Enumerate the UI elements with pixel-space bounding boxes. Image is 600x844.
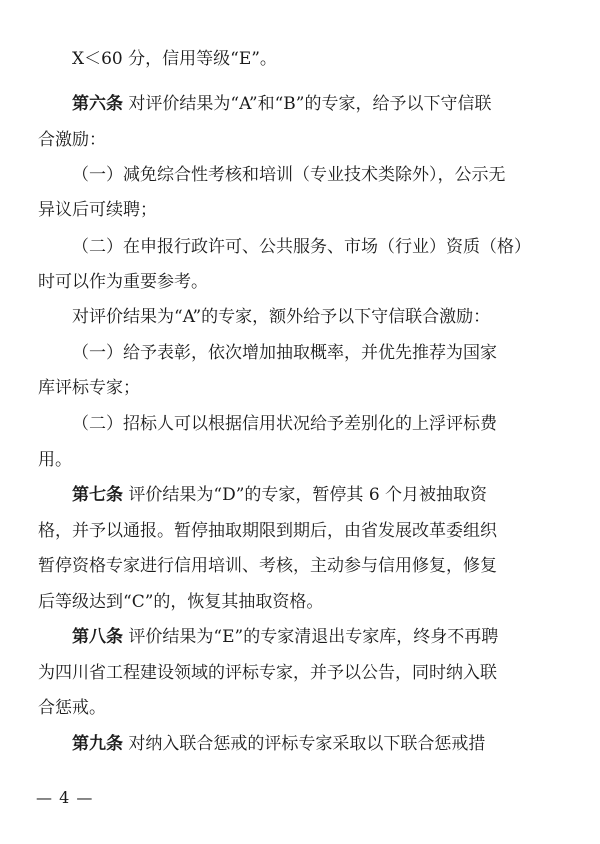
text-line-12: 用。	[38, 450, 72, 470]
text-line-7: 时可以作为重要参考。	[38, 272, 208, 292]
article-7-heading: 第七条	[72, 485, 123, 505]
article-6-line-2: 合激励：	[38, 130, 106, 150]
article-9-heading: 第九条	[72, 734, 123, 754]
article-9-line-1: 第九条 对纳入联合惩戒的评标专家采取以下联合惩戒措	[72, 734, 486, 754]
text-line-4: （一）减免综合性考核和培训（专业技术类除外），公示无	[72, 165, 506, 185]
article-8-line-3: 合惩戒。	[38, 698, 106, 718]
article-8-line-1: 第八条 评价结果为“E”的专家清退出专家库，终身不再聘	[72, 627, 499, 647]
text-line-8: 对评价结果为“A”的专家，额外给予以下守信联合激励：	[72, 307, 491, 327]
text-line-9: （一）给予表彰，依次增加抽取概率，并优先推荐为国家	[72, 343, 497, 363]
article-7-line-3: 暂停资格专家进行信用培训、考核，主动参与信用修复，修复	[38, 556, 497, 576]
text-line-10: 库评标专家；	[38, 378, 140, 398]
article-7-line-2: 格，并予以通报。暂停抽取期限到期后，由省发展改革委组织	[38, 521, 497, 541]
page-number: — 4 —	[36, 788, 94, 807]
article-7-line-4: 后等级达到“C”的，恢复其抽取资格。	[38, 592, 324, 612]
article-6-line-1: 第六条 对评价结果为“A”和“B”的专家，给予以下守信联	[72, 94, 492, 114]
text-line-6: （二）在申报行政许可、公共服务、市场（行业）资质（格）	[72, 237, 531, 257]
article-6-heading: 第六条	[72, 94, 123, 114]
article-8-line-2: 为四川省工程建设领域的评标专家，并予以公告，同时纳入联	[38, 663, 497, 683]
article-7-line-1: 第七条 评价结果为“D”的专家，暂停其 6 个月被抽取资	[72, 485, 488, 505]
article-8-heading: 第八条	[72, 627, 123, 647]
text-line-5: 异议后可续聘；	[38, 200, 157, 220]
text-line-11: （二）招标人可以根据信用状况给予差别化的上浮评标费	[72, 414, 497, 434]
text-line-1: X＜60 分，信用等级“E”。	[72, 49, 277, 69]
